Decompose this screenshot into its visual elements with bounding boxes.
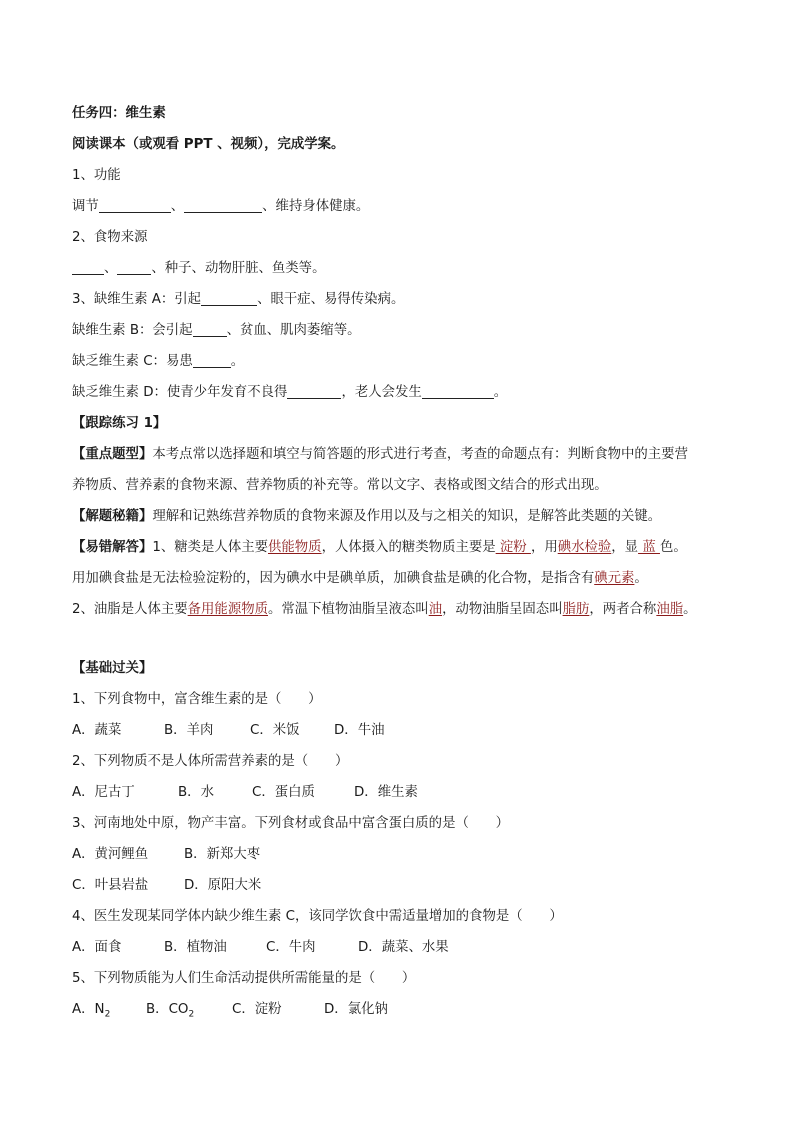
source-blank-2[interactable] xyxy=(117,258,151,275)
error-1-line2-end: 。 xyxy=(634,571,648,586)
q1-option-c[interactable]: C．米饭 xyxy=(250,723,300,738)
error-2-text-a: 2、油脂是人体主要 xyxy=(72,602,188,617)
q1-option-d[interactable]: D．牛油 xyxy=(334,723,385,738)
error-label: 【易错解答】 xyxy=(72,540,153,555)
key-type-label: 【重点题型】 xyxy=(72,447,153,462)
function-heading: 1、功能 xyxy=(72,168,121,183)
basic-heading: 【基础过关】 xyxy=(72,661,153,676)
q2-option-b[interactable]: B．水 xyxy=(178,785,214,800)
q1-option-b[interactable]: B．羊肉 xyxy=(164,723,214,738)
deficiency-d-mid: ，老人会发生 xyxy=(341,385,422,400)
practice-heading: 【跟踪练习 1】 xyxy=(72,416,167,431)
deficiency-c-line xyxy=(72,346,732,377)
deficiency-a-post: 、眼干症、易得传染病。 xyxy=(257,292,405,307)
task-title: 任务四：维生素 xyxy=(72,106,166,121)
question-3-stem: 3、河南地处中原，物产丰富。下列食材或食品中富含蛋白质的是（ ） xyxy=(72,816,510,831)
worksheet-page xyxy=(72,98,732,1025)
q3-option-b[interactable]: B．新郑大枣 xyxy=(184,847,261,862)
q4-option-a[interactable]: A．面食 xyxy=(72,940,122,955)
question-4-stem: 4、医生发现某同学体内缺少维生素 C，该同学饮食中需适量增加的食物是（ ） xyxy=(72,909,563,924)
deficiency-d-blank-1[interactable] xyxy=(287,382,341,399)
q5-option-b-text: B．CO xyxy=(146,1002,189,1017)
deficiency-d-line xyxy=(72,377,732,408)
deficiency-d-post: 。 xyxy=(493,385,508,400)
deficiency-a-line xyxy=(72,284,732,315)
key-type-line-2: 养物质、营养素的食物来源、营养物质的补充等。常以文字、表格或图文结合的形式出现。 xyxy=(72,478,608,493)
q2-option-c[interactable]: C．蛋白质 xyxy=(252,785,315,800)
question-3-options-row-1 xyxy=(72,839,732,870)
q2-option-d[interactable]: D．维生素 xyxy=(354,785,418,800)
q1-option-a[interactable]: A．蔬菜 xyxy=(72,723,122,738)
q3-option-d[interactable]: D．原阳大米 xyxy=(184,878,262,893)
q5-option-a[interactable] xyxy=(72,994,146,1031)
q3-option-c[interactable]: C．叶县岩盐 xyxy=(72,878,149,893)
q5-option-d[interactable]: D．氯化钠 xyxy=(324,1002,388,1017)
error-1-text-a: 1、糖类是人体主要 xyxy=(152,540,268,555)
q5-option-b[interactable] xyxy=(146,994,232,1031)
function-blank-1[interactable] xyxy=(99,196,171,213)
error-line-2 xyxy=(72,563,732,594)
key-type-text-1: 本考点常以选择题和填空与简答题的形式进行考查，考查的命题点有：判断食物中的主要营 xyxy=(152,447,688,462)
deficiency-d-blank-2[interactable] xyxy=(422,382,494,399)
error-1-line2-text: 用加碘食盐是无法检验淀粉的，因为碘水中是碘单质，加碘食盐是碘的化合物，是指含有 xyxy=(72,571,595,586)
deficiency-b-post: 、贫血、肌肉萎缩等。 xyxy=(226,323,361,338)
error-1-answer-2: 淀粉 xyxy=(495,540,531,555)
deficiency-c-pre: 缺乏维生素 C：易患 xyxy=(72,354,193,369)
error-2-text-b: 。常温下植物油脂呈液态叫 xyxy=(268,602,429,617)
source-sep: 、 xyxy=(104,261,118,276)
q5-option-a-text: A．N xyxy=(72,1002,105,1017)
tip-line xyxy=(72,501,732,532)
error-line-1 xyxy=(72,532,732,563)
question-5-options xyxy=(72,994,732,1025)
question-1-stem: 1、下列食物中，富含维生素的是（ ） xyxy=(72,692,322,707)
question-4-options xyxy=(72,932,732,963)
error-1-line2-answer: 碘元素 xyxy=(594,571,635,586)
key-type-line-1 xyxy=(72,439,732,470)
error-1-answer-1: 供能物质 xyxy=(268,540,322,555)
q2-option-a[interactable]: A．尼古丁 xyxy=(72,785,135,800)
source-post: 、种子、动物肝脏、鱼类等。 xyxy=(151,261,326,276)
section-spacer xyxy=(72,625,732,653)
error-1-text-b: ，人体摄入的糖类物质主要是 xyxy=(321,540,496,555)
deficiency-c-post: 。 xyxy=(230,354,245,369)
error-2-answer-1: 备用能源物质 xyxy=(187,602,268,617)
function-sep: 、 xyxy=(170,199,185,214)
error-2-answer-4: 油脂 xyxy=(656,602,684,617)
q4-option-b[interactable]: B．植物油 xyxy=(164,940,227,955)
error-2-text-e: 。 xyxy=(683,602,697,617)
function-line xyxy=(72,191,732,222)
error-1-text-e: 色。 xyxy=(659,540,687,555)
function-post: 、维持身体健康。 xyxy=(262,199,370,214)
task-instruction: 阅读课本（或观看 PPT 、视频），完成学案。 xyxy=(72,137,345,152)
error-2-text-c: ，动物油脂呈固态叫 xyxy=(442,602,563,617)
error-1-text-c: ，用 xyxy=(530,540,558,555)
deficiency-b-blank[interactable] xyxy=(193,320,227,337)
source-line xyxy=(72,253,732,284)
function-blank-2[interactable] xyxy=(184,196,262,213)
error-line-3 xyxy=(72,594,732,625)
deficiency-a-blank[interactable] xyxy=(201,289,257,306)
deficiency-b-line xyxy=(72,315,732,346)
q4-option-c[interactable]: C．牛肉 xyxy=(266,940,316,955)
error-1-text-d: ，显 xyxy=(611,540,639,555)
error-2-answer-3: 脂肪 xyxy=(562,602,590,617)
source-heading: 2、食物来源 xyxy=(72,230,148,245)
question-2-options xyxy=(72,777,732,808)
error-1-answer-3: 碘水检验 xyxy=(557,540,612,555)
deficiency-b-pre: 缺维生素 B：会引起 xyxy=(72,323,193,338)
question-5-stem: 5、下列物质能为人们生命活动提供所需能量的是（ ） xyxy=(72,971,416,986)
deficiency-a-pre: 3、缺维生素 A：引起 xyxy=(72,292,202,307)
q4-option-d[interactable]: D．蔬菜、水果 xyxy=(358,940,449,955)
deficiency-d-pre: 缺乏维生素 D：使青少年发育不良得 xyxy=(72,385,288,400)
question-3-options-row-2 xyxy=(72,870,732,901)
q5-option-a-subscript: 2 xyxy=(104,1009,111,1020)
question-2-stem: 2、下列物质不是人体所需营养素的是（ ） xyxy=(72,754,349,769)
function-pre: 调节 xyxy=(72,199,99,214)
question-1-options xyxy=(72,715,732,746)
q5-option-c[interactable]: C．淀粉 xyxy=(232,1002,282,1017)
error-1-answer-4: 蓝 xyxy=(638,540,660,555)
q5-option-b-subscript: 2 xyxy=(188,1009,195,1020)
tip-label: 【解题秘籍】 xyxy=(72,509,153,524)
error-2-answer-2: 油 xyxy=(428,602,443,617)
error-2-text-d: ，两者合称 xyxy=(589,602,657,617)
tip-text: 理解和记熟练营养物质的食物来源及作用以及与之相关的知识，是解答此类题的关键。 xyxy=(152,509,662,524)
q3-option-a[interactable]: A．黄河鲤鱼 xyxy=(72,847,149,862)
source-blank-1[interactable] xyxy=(72,258,104,275)
deficiency-c-blank[interactable] xyxy=(193,351,231,368)
